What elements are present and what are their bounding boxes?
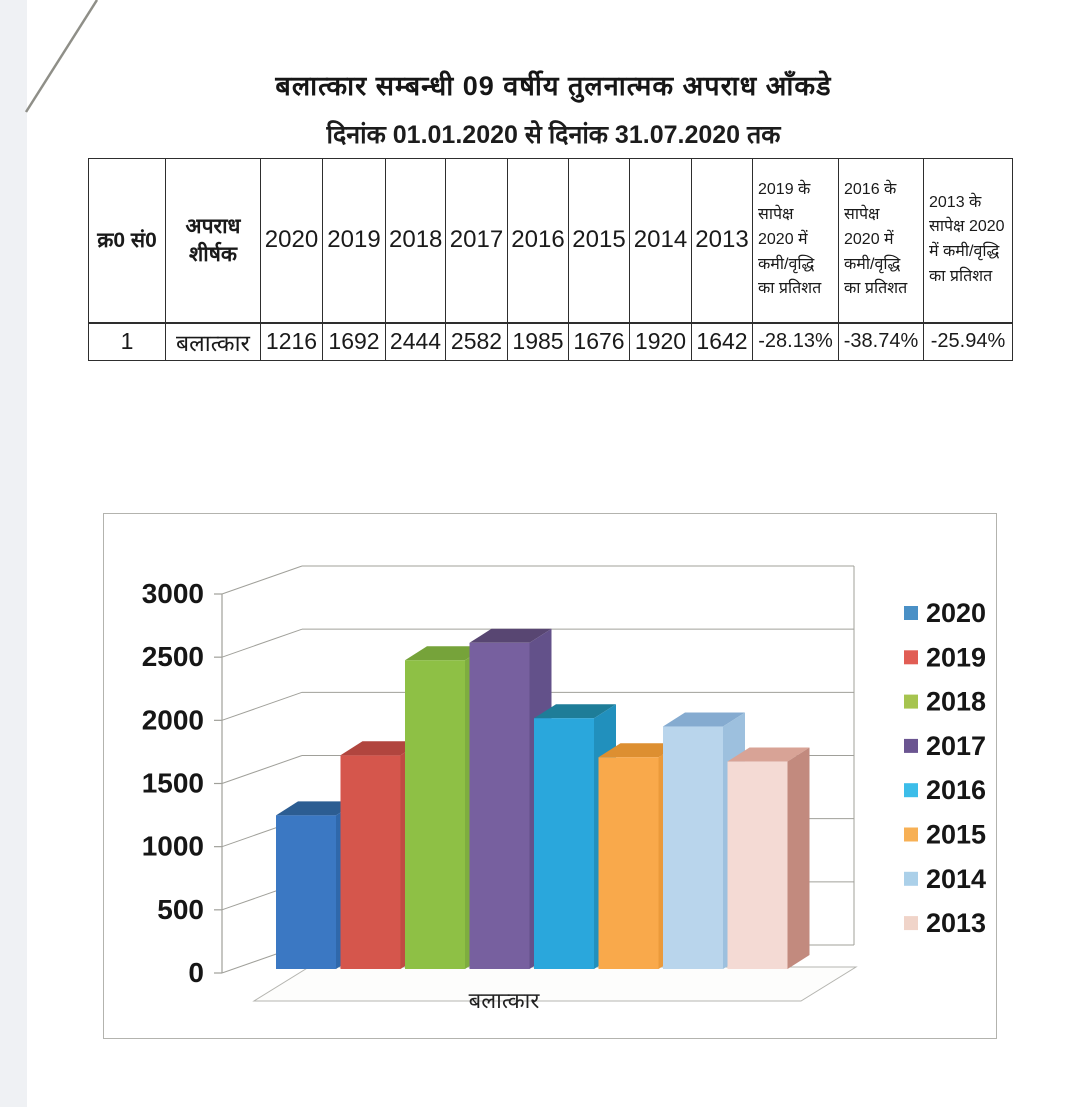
legend-label-2018: 2018	[926, 686, 987, 717]
header-year-2017: 2017	[446, 159, 508, 323]
cell-2018: 2444	[386, 323, 446, 361]
cell-2013: 1642	[692, 323, 753, 361]
gridline-depth	[222, 756, 302, 784]
cell-2015: 1676	[569, 323, 630, 361]
y-axis-tick-label: 2000	[141, 704, 204, 736]
y-axis-tick-label: 2500	[141, 641, 204, 673]
cell-serial: 1	[89, 323, 166, 361]
x-axis-category-label: बलात्कार	[468, 988, 540, 1013]
chart-area	[103, 513, 997, 1039]
legend-swatch-2019	[904, 650, 918, 664]
gridline-depth	[222, 566, 302, 594]
bar-2019	[341, 755, 401, 969]
legend-swatch-2017	[904, 739, 918, 753]
header-year-2020: 2020	[261, 159, 323, 323]
header-year-2013: 2013	[692, 159, 753, 323]
legend-swatch-2014	[904, 872, 918, 886]
header-year-2018: 2018	[386, 159, 446, 323]
bar-2018	[405, 660, 465, 969]
legend-label-2017: 2017	[926, 730, 987, 761]
header-year-2014: 2014	[630, 159, 692, 323]
legend-label-2020: 2020	[926, 598, 987, 628]
bar-2013	[728, 762, 788, 969]
legend-swatch-2015	[904, 828, 918, 842]
chart-floor	[254, 967, 856, 1001]
y-axis-tick-label: 0	[188, 957, 204, 988]
document-title: बलात्कार सम्बन्धी 09 वर्षीय तुलनात्मक अपराध आँकडे	[275, 71, 832, 101]
y-axis-tick-label: 3000	[141, 578, 204, 609]
header-pct-vs-2013: 2013 के सापेक्ष 2020 में कमी/वृद्धि का प्रतिशत	[924, 159, 1013, 323]
cell-2020: 1216	[261, 323, 323, 361]
bar-2016	[534, 718, 594, 969]
cell-2014: 1920	[630, 323, 692, 361]
header-pct-vs-2016: 2016 के सापेक्ष 2020 में कमी/वृद्धि का प्रतिशत	[839, 159, 924, 323]
bar-2020	[276, 815, 336, 969]
y-axis-tick-label: 1500	[141, 767, 204, 799]
scan-edge-strip	[0, 0, 27, 1107]
bar-2014	[663, 726, 723, 969]
legend-label-2014: 2014	[926, 863, 987, 894]
legend-label-2019: 2019	[926, 642, 987, 673]
legend-label-2016: 2016	[926, 775, 987, 806]
header-crime-title: अपराध शीर्षक	[166, 159, 261, 323]
legend-swatch-2013	[904, 916, 918, 930]
table-header-row	[89, 159, 1013, 323]
y-axis-tick-label: 1000	[141, 830, 204, 862]
bar-side-2013	[788, 748, 810, 969]
table-data-row	[89, 323, 1013, 361]
crime-bar-chart-3d	[104, 514, 996, 1035]
gridline-depth	[222, 692, 302, 720]
legend-label-2013: 2013	[926, 908, 987, 939]
document-date-range: दिनांक 01.01.2020 से दिनांक 31.07.2020 तक	[326, 121, 781, 149]
legend-label-2015: 2015	[926, 819, 987, 850]
legend-swatch-2018	[904, 695, 918, 709]
cell-pct-vs-2019: -28.13%	[753, 323, 839, 361]
cell-2017: 2582	[446, 323, 508, 361]
cell-pct-vs-2013: -25.94%	[924, 323, 1013, 361]
cell-2016: 1985	[508, 323, 569, 361]
header-pct-vs-2019: 2019 के सापेक्ष 2020 में कमी/वृद्धि का प्रतिशत	[753, 159, 839, 323]
cell-2019: 1692	[323, 323, 386, 361]
header-serial: क्र0 सं0	[89, 159, 166, 323]
crime-stats-table	[88, 158, 1013, 361]
document-header	[27, 66, 1080, 151]
gridline-depth	[222, 629, 302, 657]
bar-2017	[470, 643, 530, 969]
header-year-2015: 2015	[569, 159, 630, 323]
bar-2015	[599, 757, 659, 969]
header-year-2016: 2016	[508, 159, 569, 323]
cell-pct-vs-2016: -38.74%	[839, 323, 924, 361]
legend-swatch-2016	[904, 783, 918, 797]
legend-swatch-2020	[904, 606, 918, 620]
y-axis-tick-label: 500	[157, 893, 204, 925]
header-year-2019: 2019	[323, 159, 386, 323]
cell-crime-title: बलात्कार	[166, 323, 261, 361]
